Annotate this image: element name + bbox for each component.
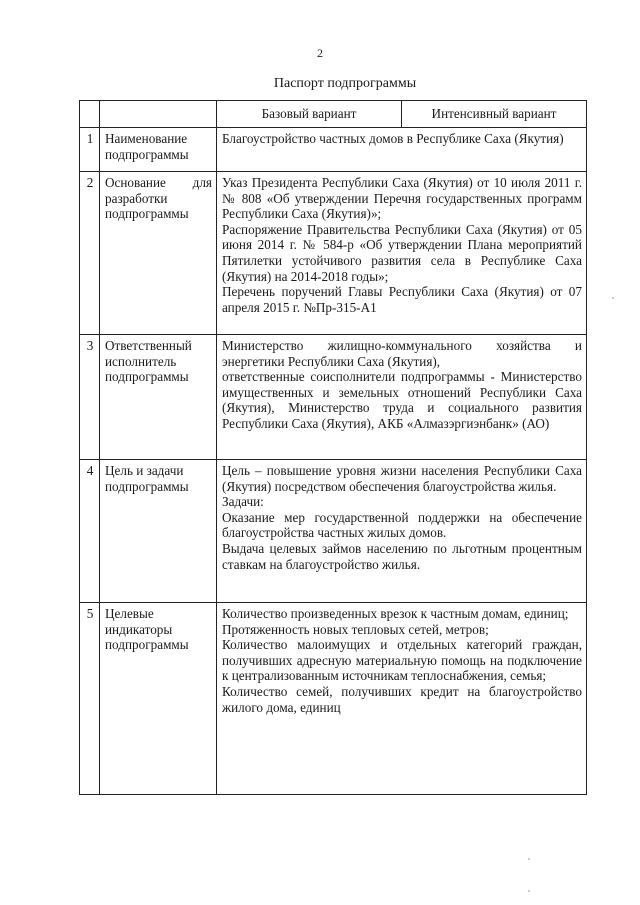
table-header-row bbox=[80, 101, 587, 128]
content-paragraph: Количество малоимущих и отдельных категорий граждан, получивших адресную материальную помощь на подключение к централизованным источникам теплоснабжения, семья; bbox=[222, 637, 582, 684]
header-intensive-variant: Интенсивный вариант bbox=[402, 101, 587, 128]
content-paragraph: Цель – повышение уровня жизни населения Республики Саха (Якутия) посредством обеспечения благоустройства жилья. bbox=[222, 463, 582, 494]
page-number: 2 bbox=[317, 46, 323, 60]
content-paragraph: Распоряжение Правительства Республики Саха (Якутия) от 05 июня 2014 г. № 584-р «Об утверждении Плана мероприятий Пятилетки устойчивого развития села в Республике Саха (Якутия) на 2014-2018 годы»; bbox=[222, 221, 582, 284]
document-title: Паспорт подпрограммы bbox=[273, 76, 417, 91]
table-row bbox=[80, 460, 587, 603]
content-paragraph: ответственные соисполнители подпрограммы - Министерство имущественных и земельных отношений Республики Саха (Якутия), Министерство труда и социального развития Республики Саха (Якутия), АКБ «Алмазэргиэнбанк» (АО) bbox=[222, 369, 582, 431]
row-number: 4 bbox=[80, 460, 100, 603]
content-paragraph: Оказание мер государственной поддержки на обеспечение благоустройства частных жилых домов. bbox=[222, 509, 582, 541]
row-label: Ответственный исполнитель подпрограммы bbox=[100, 335, 217, 460]
row-content bbox=[217, 172, 587, 335]
content-paragraph: Благоустройство частных домов в Республике Саха (Якутия) bbox=[222, 131, 564, 146]
row-content bbox=[217, 335, 587, 460]
row-content bbox=[217, 603, 587, 795]
row-label: Цель и задачи подпрограммы bbox=[100, 460, 217, 603]
content-paragraph: Перечень поручений Главы Республики Саха (Якутия) от 07 апреля 2015 г. №Пр-315-А1 bbox=[222, 284, 582, 315]
row-label: Наименование подпрограммы bbox=[100, 128, 217, 172]
row-label-first-line: Основание для bbox=[105, 175, 212, 190]
content-paragraph: Количество семей, получивших кредит на благоустройство жилого дома, единиц bbox=[222, 683, 582, 715]
content-paragraph: Указ Президента Республики Саха (Якутия) от 10 июля 2011 г. № 808 «Об утверждении Перечня государственных программ Республики Саха (Якутия)»; bbox=[222, 175, 582, 222]
table-row bbox=[80, 128, 587, 172]
row-number: 1 bbox=[80, 128, 100, 172]
row-label bbox=[100, 172, 217, 335]
content-paragraph: Протяженность новых тепловых сетей, метров; bbox=[222, 621, 489, 637]
table-row bbox=[80, 335, 587, 460]
row-content bbox=[217, 460, 587, 603]
content-paragraph: Выдача целевых займов населению по льготным процентным ставкам на благоустройство жилья. bbox=[222, 540, 582, 572]
content-paragraph: Количество произведенных врезок к частным домам, единиц; bbox=[222, 606, 569, 621]
row-label-rest: разработки подпрограммы bbox=[105, 190, 189, 222]
scan-speck bbox=[528, 858, 530, 860]
row-label: Целевые индикаторы подпрограммы bbox=[100, 603, 217, 795]
table-row bbox=[80, 603, 587, 795]
content-paragraph: Министерство жилищно-коммунального хозяйства и энергетики Республики Саха (Якутия), bbox=[222, 338, 582, 369]
header-num-cell bbox=[80, 101, 100, 128]
header-base-variant: Базовый вариант bbox=[217, 101, 402, 128]
header-label-cell bbox=[100, 101, 217, 128]
passport-table bbox=[79, 100, 587, 795]
row-content bbox=[217, 128, 587, 172]
row-number: 5 bbox=[80, 603, 100, 795]
table-row bbox=[80, 172, 587, 335]
scan-speck bbox=[612, 297, 614, 299]
content-paragraph: Задачи: bbox=[222, 494, 264, 510]
scan-speck bbox=[528, 890, 530, 892]
row-number: 2 bbox=[80, 172, 100, 335]
row-number: 3 bbox=[80, 335, 100, 460]
